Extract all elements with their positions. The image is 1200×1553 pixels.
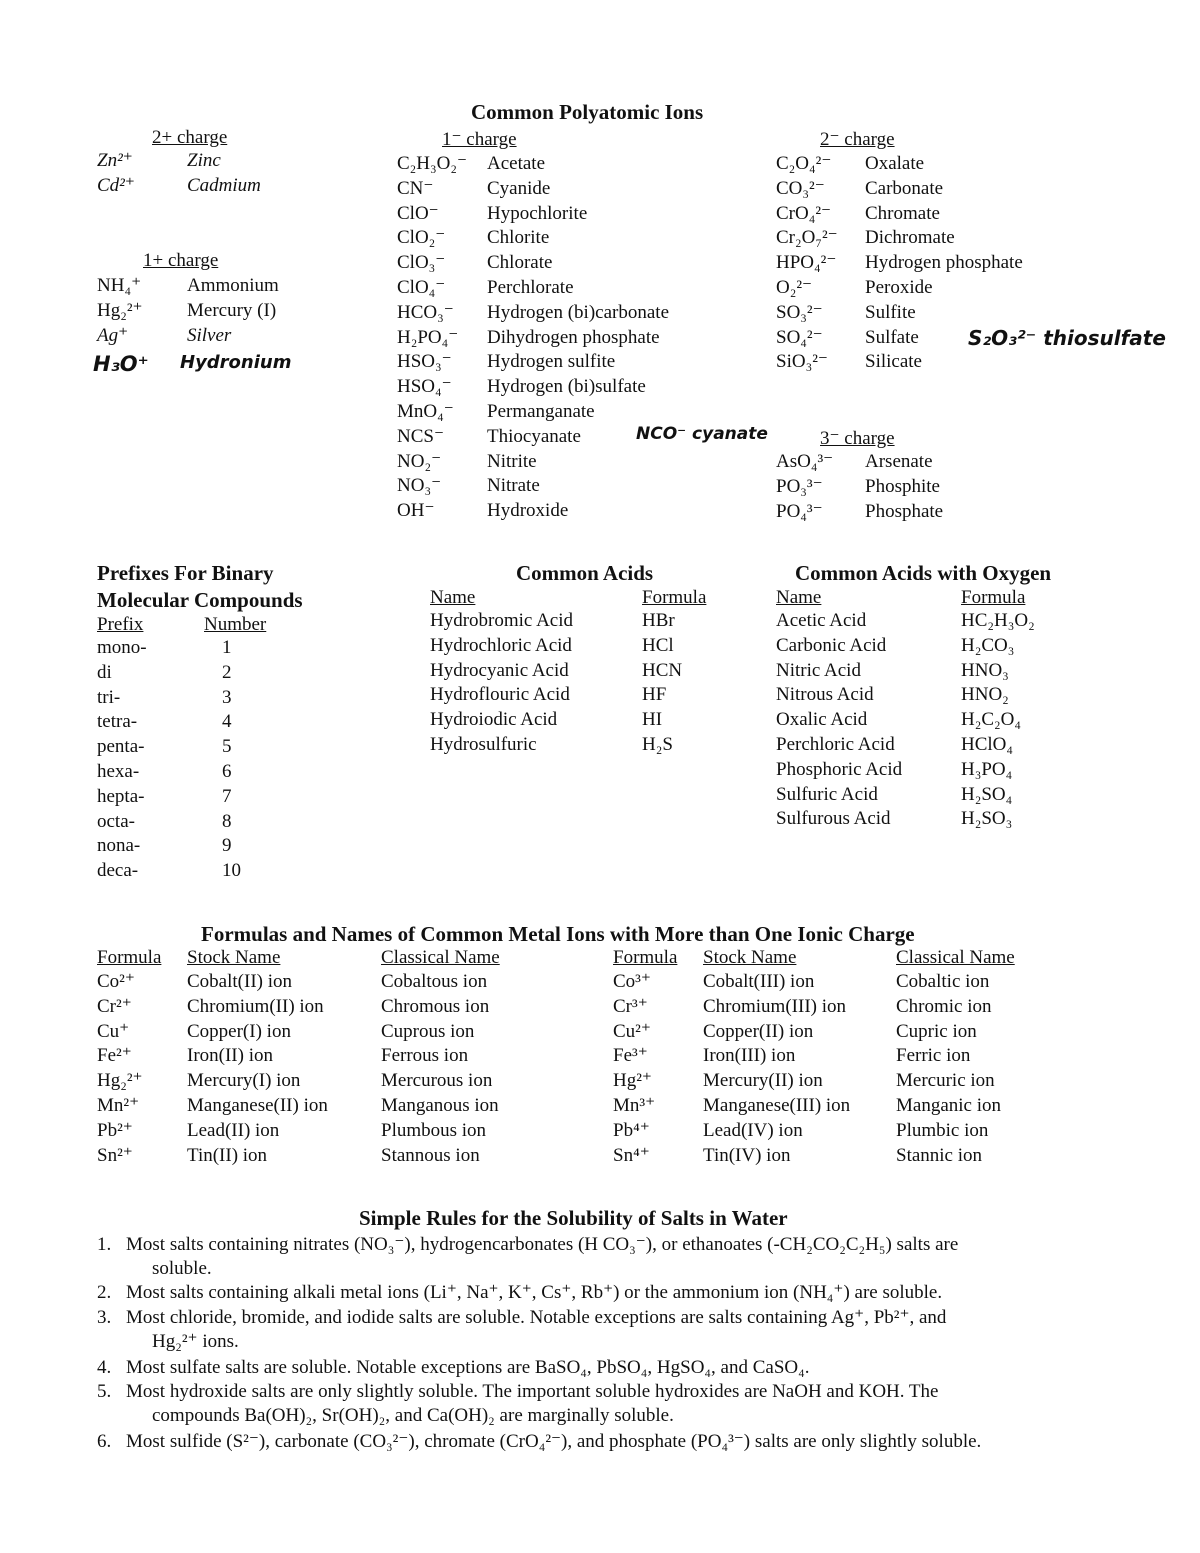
ion-name: Carbonate	[865, 177, 944, 199]
acid-name: Hydroflouric Acid	[430, 684, 570, 706]
ion-formula: Ag⁺	[97, 325, 129, 346]
acid-name: Hydrochloric Acid	[430, 634, 572, 656]
heading-1minus-charge: 1⁻ charge	[442, 129, 517, 150]
prefixes-title-line2: Molecular Compounds	[97, 588, 303, 612]
ion-name: Oxalate	[865, 153, 925, 174]
ion-formula: HSO₄⁻	[397, 376, 452, 398]
acid-formula: H₂SO₃	[961, 808, 1013, 830]
ion-name: Nitrate	[487, 475, 540, 497]
ion-name: Mercury (I)	[187, 300, 277, 321]
metal-formula: Pb⁴⁺	[613, 1119, 650, 1141]
heading-2minus-charge: 2⁻ charge	[820, 129, 895, 150]
acid-name: Hydrocyanic Acid	[430, 659, 569, 681]
ion-name: Dihydrogen phosphate	[487, 326, 660, 348]
number-column-header: Number	[204, 614, 267, 635]
prefix-number: 8	[222, 810, 232, 832]
stock-name: Cobalt(III) ion	[703, 971, 815, 992]
metals-right-stock-header: Stock Name	[703, 947, 797, 968]
ion-formula: ClO₄⁻	[397, 277, 446, 298]
ion-name: Hypochlorite	[487, 202, 588, 224]
rule-text	[126, 1233, 1077, 1281]
ion-name: Hydrogen (bi)carbonate	[487, 301, 670, 323]
rule-line: Most sulfide (S²⁻), carbonate (CO₃²⁻), chromate (CrO₄²⁻), and phosphate (PO₄³⁻) salts are only slightly soluble.	[126, 1431, 982, 1452]
ion-formula: PO₄³⁻	[776, 500, 823, 522]
classical-name: Cobaltous ion	[381, 971, 488, 992]
metals-right-formula-header: Formula	[613, 947, 678, 968]
rule-line-continued: Hg₂²⁺ ions.	[152, 1331, 239, 1352]
ion-formula: CO₃²⁻	[776, 177, 825, 199]
ion-formula: MnO₄⁻	[397, 401, 454, 422]
acid-formula: HCl	[642, 634, 674, 656]
rule-line-continued: soluble.	[152, 1258, 212, 1279]
ion-formula: HCO₃⁻	[397, 301, 454, 323]
classical-name: Cuprous ion	[381, 1020, 475, 1042]
rule-line: Most chloride, bromide, and iodide salts are soluble. Notable exceptions are salts containing Ag⁺, Pb²⁺, and	[126, 1307, 947, 1328]
acid-name: Perchloric Acid	[776, 734, 895, 755]
prefix-column-header: Prefix	[97, 614, 144, 635]
metals-left-formula-header: Formula	[97, 947, 162, 968]
ion-name: Phosphite	[865, 475, 940, 497]
rule-number: 4.	[97, 1357, 112, 1378]
solubility-title: Simple Rules for the Solubility of Salts in Water	[359, 1206, 788, 1230]
stock-name: Lead(II) ion	[187, 1119, 280, 1141]
rule-number: 5.	[97, 1381, 112, 1402]
classical-name: Stannic ion	[896, 1144, 983, 1166]
acid-formula: H₂C₂O₄	[961, 709, 1021, 731]
ion-formula: HPO₄²⁻	[776, 252, 837, 274]
prefix-text: hexa-	[97, 761, 140, 782]
prefix-number: 5	[222, 736, 232, 758]
classical-name: Mercurous ion	[381, 1070, 493, 1092]
metal-formula: Fe²⁺	[97, 1045, 132, 1067]
acids-title: Common Acids	[516, 561, 654, 585]
acid-formula: HC₂H₃O₂	[961, 610, 1035, 631]
classical-name: Manganic ion	[896, 1095, 1002, 1116]
metal-formula: Sn⁴⁺	[613, 1144, 650, 1166]
ion-name: Chlorite	[487, 227, 550, 249]
stock-name: Cobalt(II) ion	[187, 971, 293, 992]
ion-name: Chlorate	[487, 252, 553, 274]
handwritten-hydronium-name: Hydronium	[180, 352, 292, 373]
list-item	[97, 1380, 1077, 1428]
ion-formula: O₂²⁻	[776, 277, 813, 298]
ion-name: Hydroxide	[487, 500, 569, 522]
acid-name: Sulfuric Acid	[776, 783, 878, 805]
ion-name: Chromate	[865, 202, 940, 224]
prefixes-title-line1: Prefixes For Binary	[97, 561, 274, 585]
ion-name: Permanganate	[487, 401, 595, 422]
classical-name: Plumbic ion	[896, 1119, 989, 1141]
acid-formula: HBr	[642, 610, 675, 631]
ion-name: Cyanide	[487, 177, 551, 199]
ion-name: Acetate	[487, 153, 546, 174]
classical-name: Plumbous ion	[381, 1119, 487, 1141]
ion-formula: AsO₄³⁻	[776, 451, 834, 472]
acid-name: Nitrous Acid	[776, 684, 874, 706]
classical-name: Ferrous ion	[381, 1045, 469, 1067]
ion-formula: HSO₃⁻	[397, 351, 452, 373]
stock-name: Iron(II) ion	[187, 1045, 273, 1067]
ion-formula: C₂H₃O₂⁻	[397, 153, 468, 174]
ion-formula: Cr₂O₇²⁻	[776, 227, 838, 249]
prefix-text: hepta-	[97, 785, 145, 807]
list-item	[97, 1306, 1077, 1354]
rule-text	[126, 1356, 1077, 1380]
metal-formula: Cu⁺	[97, 1020, 130, 1042]
prefix-number: 7	[222, 785, 232, 807]
oxyacids-name-header: Name	[776, 587, 822, 608]
ion-formula: Cd²⁺	[97, 175, 135, 196]
stock-name: Copper(I) ion	[187, 1020, 291, 1042]
list-item	[97, 1233, 1077, 1281]
metals-left-classical-header: Classical Name	[381, 947, 500, 968]
metal-formula: Mn³⁺	[613, 1095, 656, 1116]
acid-formula: H₂S	[642, 734, 673, 755]
ion-formula: H₂PO₄⁻	[397, 326, 459, 348]
acid-formula: H₃PO₄	[961, 758, 1013, 780]
rule-text	[126, 1430, 1077, 1454]
ion-formula: ClO₃⁻	[397, 252, 446, 274]
ion-formula: OH⁻	[397, 500, 435, 522]
classical-name: Manganous ion	[381, 1095, 499, 1116]
classical-name: Mercuric ion	[896, 1070, 995, 1092]
metal-formula: Co³⁺	[613, 971, 651, 992]
ion-name: Hydrogen (bi)sulfate	[487, 376, 646, 398]
ion-formula: NH₄⁺	[97, 275, 142, 296]
acid-name: Nitric Acid	[776, 659, 861, 681]
prefix-number: 10	[222, 860, 241, 882]
ion-name: Cadmium	[187, 175, 261, 196]
classical-name: Stannous ion	[381, 1144, 480, 1166]
metals-left-stock-header: Stock Name	[187, 947, 281, 968]
ion-name: Ammonium	[187, 275, 279, 296]
acid-formula: HNO₂	[961, 684, 1009, 706]
ion-formula: SO₃²⁻	[776, 301, 823, 323]
heading-2plus-charge: 2+ charge	[152, 127, 228, 148]
ion-name: Zinc	[187, 150, 221, 171]
rule-text	[126, 1380, 1077, 1428]
ion-name: Hydrogen phosphate	[865, 252, 1023, 274]
prefix-number: 4	[222, 711, 232, 733]
rule-text	[126, 1306, 1077, 1354]
acid-formula: HNO₃	[961, 659, 1009, 681]
acid-name: Acetic Acid	[776, 610, 867, 631]
acid-formula: HCN	[642, 659, 683, 681]
classical-name: Chromic ion	[896, 995, 992, 1017]
ion-formula: SO₄²⁻	[776, 326, 823, 348]
acid-name: Hydroiodic Acid	[430, 709, 558, 731]
list-item	[97, 1430, 1077, 1454]
metals-title: Formulas and Names of Common Metal Ions with More than One Ionic Charge	[201, 922, 915, 946]
stock-name: Mercury(II) ion	[703, 1070, 823, 1092]
ion-name: Nitrite	[487, 450, 537, 472]
ion-name: Silicate	[865, 351, 922, 373]
prefix-text: nona-	[97, 835, 141, 857]
handwritten-cyanate: NCO⁻ cyanate	[636, 424, 768, 444]
ion-formula: C₂O₄²⁻	[776, 153, 832, 174]
prefix-text: mono-	[97, 637, 147, 658]
rule-line: Most hydroxide salts are only slightly soluble. The important soluble hydroxides are NaOH and KOH. The	[126, 1381, 939, 1402]
rule-line: Most salts containing alkali metal ions (Li⁺, Na⁺, K⁺, Cs⁺, Rb⁺) or the ammonium ion (NH₄⁺) are soluble.	[126, 1282, 943, 1303]
acid-name: Carbonic Acid	[776, 634, 887, 656]
prefix-text: di	[97, 661, 112, 683]
acid-formula: HI	[642, 709, 663, 731]
stock-name: Chromium(II) ion	[187, 995, 324, 1017]
rule-line: Most sulfate salts are soluble. Notable exceptions are BaSO₄, PbSO₄, HgSO₄, and CaSO₄.	[126, 1357, 810, 1378]
stock-name: Tin(IV) ion	[703, 1144, 791, 1166]
ion-name: Silver	[187, 325, 232, 346]
metal-formula: Hg²⁺	[613, 1070, 652, 1092]
acids-name-header: Name	[430, 587, 476, 608]
heading-3minus-charge: 3⁻ charge	[820, 428, 895, 449]
ion-formula: SiO₃²⁻	[776, 351, 828, 373]
prefix-number: 9	[222, 835, 232, 857]
prefix-text: tri-	[97, 686, 121, 708]
ion-formula: NCS⁻	[397, 425, 444, 447]
classical-name: Chromous ion	[381, 995, 490, 1017]
metal-formula: Sn²⁺	[97, 1144, 133, 1166]
rule-number: 3.	[97, 1307, 112, 1328]
metal-formula: Cr³⁺	[613, 995, 648, 1017]
ion-name: Dichromate	[865, 227, 955, 249]
stock-name: Tin(II) ion	[187, 1144, 268, 1166]
metal-formula: Cr²⁺	[97, 995, 132, 1017]
acid-name: Phosphoric Acid	[776, 758, 903, 780]
metal-formula: Pb²⁺	[97, 1119, 133, 1141]
rule-number: 2.	[97, 1282, 112, 1303]
acid-formula: HF	[642, 684, 667, 706]
ion-formula: NO₃⁻	[397, 475, 442, 497]
acids-formula-header: Formula	[642, 587, 707, 608]
list-item	[97, 1281, 1077, 1305]
acid-formula: HClO₄	[961, 734, 1014, 755]
prefix-text: octa-	[97, 810, 135, 832]
ion-formula: CN⁻	[397, 177, 434, 199]
classical-name: Cobaltic ion	[896, 971, 990, 992]
metal-formula: Fe³⁺	[613, 1045, 648, 1067]
ion-formula: ClO⁻	[397, 202, 439, 224]
metal-formula: Mn²⁺	[97, 1095, 140, 1116]
rule-number: 6.	[97, 1431, 112, 1452]
polyatomic-title: Common Polyatomic Ions	[471, 100, 704, 124]
metal-formula: Hg₂²⁺	[97, 1070, 143, 1092]
metals-right-classical-header: Classical Name	[896, 947, 1015, 968]
rule-line: Most salts containing nitrates (NO₃⁻), hydrogencarbonates (H CO₃⁻), or ethanoates (-CH₂CO₂C₂H₅) salts are	[126, 1234, 959, 1255]
oxyacids-title: Common Acids with Oxygen	[795, 561, 1052, 585]
rule-number: 1.	[97, 1234, 112, 1255]
ion-name: Perchlorate	[487, 277, 574, 298]
ion-name: Thiocyanate	[487, 425, 581, 447]
acid-name: Hydrobromic Acid	[430, 610, 574, 631]
stock-name: Manganese(III) ion	[703, 1095, 851, 1116]
ion-formula: Zn²⁺	[97, 150, 133, 171]
heading-1plus-charge: 1+ charge	[143, 250, 219, 271]
ion-name: Hydrogen sulfite	[487, 351, 616, 373]
prefix-number: 1	[222, 637, 232, 658]
acid-formula: H₂SO₄	[961, 783, 1013, 805]
classical-name: Ferric ion	[896, 1045, 971, 1067]
acid-name: Sulfurous Acid	[776, 808, 891, 830]
classical-name: Cupric ion	[896, 1020, 977, 1042]
stock-name: Chromium(III) ion	[703, 995, 847, 1017]
handwritten-hydronium-formula: H₃O⁺	[93, 352, 149, 376]
ion-name: Peroxide	[865, 277, 933, 298]
ion-formula: PO₃³⁻	[776, 475, 823, 497]
stock-name: Manganese(II) ion	[187, 1095, 328, 1116]
ion-formula: CrO₄²⁻	[776, 202, 832, 224]
rule-line-continued: compounds Ba(OH)₂, Sr(OH)₂, and Ca(OH)₂ are marginally soluble.	[152, 1405, 674, 1426]
ion-name: Sulfate	[865, 326, 919, 348]
acid-name: Hydrosulfuric	[430, 734, 537, 755]
handwritten-thiosulfate: S₂O₃²⁻ thiosulfate	[968, 326, 1166, 350]
list-item	[97, 1356, 1077, 1380]
prefix-number: 6	[222, 761, 232, 782]
prefix-number: 3	[222, 686, 232, 708]
metal-formula: Co²⁺	[97, 971, 135, 992]
ion-name: Sulfite	[865, 301, 916, 323]
stock-name: Copper(II) ion	[703, 1020, 814, 1042]
stock-name: Lead(IV) ion	[703, 1119, 803, 1141]
ion-formula: NO₂⁻	[397, 450, 442, 472]
prefix-text: penta-	[97, 736, 145, 758]
stock-name: Mercury(I) ion	[187, 1070, 301, 1092]
prefix-text: tetra-	[97, 711, 138, 733]
acid-formula: H₂CO₃	[961, 634, 1015, 656]
rule-text	[126, 1281, 1077, 1305]
ion-name: Arsenate	[865, 451, 933, 472]
prefix-number: 2	[222, 661, 232, 683]
acid-name: Oxalic Acid	[776, 709, 868, 731]
ion-name: Phosphate	[865, 500, 944, 522]
metal-formula: Cu²⁺	[613, 1020, 651, 1042]
prefix-text: deca-	[97, 860, 139, 882]
ion-formula: ClO₂⁻	[397, 227, 446, 249]
oxyacids-formula-header: Formula	[961, 587, 1026, 608]
ion-formula: Hg₂²⁺	[97, 300, 143, 321]
stock-name: Iron(III) ion	[703, 1045, 796, 1067]
